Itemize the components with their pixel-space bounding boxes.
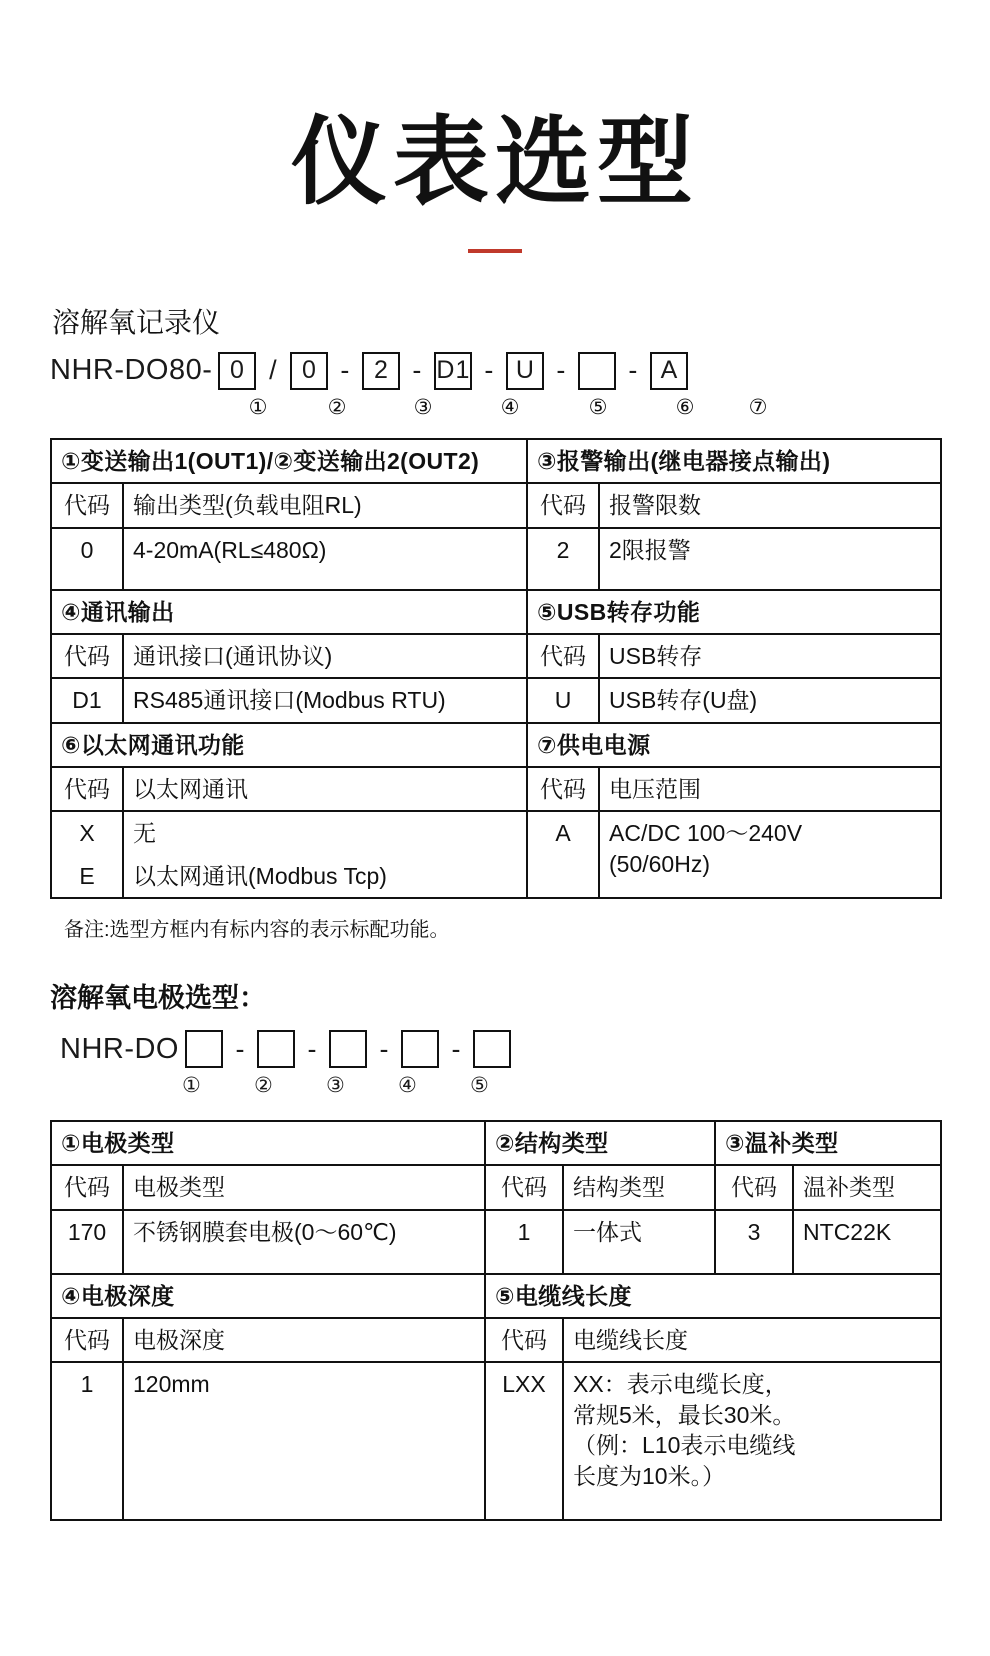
cell-code-label-4: 代码: [527, 634, 599, 678]
table-row: [51, 634, 941, 678]
electrode-code-line: [60, 1029, 940, 1069]
table-row: [51, 439, 941, 483]
index-mark-1: ①: [248, 395, 268, 419]
model-code-prefix: NHR-DO80-: [50, 354, 213, 387]
electrode-code-box-3[interactable]: [329, 1030, 367, 1068]
cell-code-label-e5: 代码: [485, 1318, 563, 1362]
cell-comm-value-d1: RS485通讯接口(Modbus RTU): [123, 678, 527, 722]
selection-note: 备注:选型方框内有标内容的表示标配功能。: [64, 919, 450, 942]
model-code-box-2[interactable]: 0: [290, 352, 328, 390]
model-code-line: [50, 351, 940, 391]
electrode-index-mark-4: ④: [398, 1074, 417, 1098]
cell-temp-comp-label: 温补类型: [793, 1165, 941, 1209]
cell-cable-code-lxx: LXX: [485, 1362, 563, 1520]
index-mark-6: ⑥: [675, 395, 695, 419]
cell-out-code-0: 0: [51, 528, 123, 590]
model-code-box-1[interactable]: 0: [218, 352, 256, 390]
electrode-code-index-row: [182, 1073, 940, 1098]
index-mark-2: ②: [327, 395, 347, 419]
cell-ethernet-code-x: X: [51, 811, 123, 854]
electrode-spec-table: [50, 1120, 942, 1521]
cell-ethernet-value-x: 无: [123, 811, 527, 854]
cell-usb-label: USB转存: [599, 634, 941, 678]
title-block: [0, 0, 990, 253]
model-code-sep-1: /: [269, 355, 278, 386]
page-title: 仪表选型: [291, 106, 699, 218]
cell-comm-code-d1: D1: [51, 678, 123, 722]
cell-power-code-a: A: [527, 811, 599, 898]
cell-code-label-6: 代码: [527, 767, 599, 811]
table-row: [51, 483, 941, 527]
table-row: [51, 723, 941, 767]
model-code-sep-5: -: [556, 355, 567, 386]
cell-temp-comp-header: ③温补类型: [715, 1121, 941, 1165]
cell-structure-code-1: 1: [485, 1210, 563, 1274]
cell-comm-header: ④通讯输出: [51, 590, 527, 634]
cell-code-label-5: 代码: [51, 767, 123, 811]
electrode-code-sep-1: -: [235, 1033, 245, 1064]
cell-code-label-1: 代码: [51, 483, 123, 527]
model-code-index-row: [222, 395, 940, 420]
cell-structure-type-header: ②结构类型: [485, 1121, 715, 1165]
cell-usb-code-u: U: [527, 678, 599, 722]
cell-code-label-2: 代码: [527, 483, 599, 527]
electrode-code-box-1[interactable]: [185, 1030, 223, 1068]
table-row: [51, 1318, 941, 1362]
cell-comm-label: 通讯接口(通讯协议): [123, 634, 527, 678]
table-row: [51, 767, 941, 811]
table-row: [51, 678, 941, 722]
cell-code-label-e1: 代码: [51, 1165, 123, 1209]
model-code-box-3[interactable]: 2: [362, 352, 400, 390]
cell-ethernet-header: ⑥以太网通讯功能: [51, 723, 527, 767]
cell-electrode-depth-label: 电极深度: [123, 1318, 485, 1362]
cell-cable-value-lxx: [563, 1362, 941, 1520]
electrode-code-box-2[interactable]: [257, 1030, 295, 1068]
electrode-section-heading: 溶解氧电极选型：: [50, 983, 266, 1014]
model-code-box-5[interactable]: U: [506, 352, 544, 390]
cell-structure-type-label: 结构类型: [563, 1165, 715, 1209]
table-row: [51, 528, 941, 590]
power-value-line-2: (50/60Hz): [609, 850, 710, 877]
model-code-box-7[interactable]: A: [650, 352, 688, 390]
table-row: [51, 1121, 941, 1165]
cell-depth-value-1: 120mm: [123, 1362, 485, 1520]
table-row: [51, 811, 941, 854]
electrode-code-sep-3: -: [379, 1033, 389, 1064]
cell-alarm-header: ③报警输出(继电器接点输出): [527, 439, 941, 483]
cell-cable-length-label: 电缆线长度: [563, 1318, 941, 1362]
cable-note-line-4: 长度为10米。）: [573, 1462, 726, 1489]
cell-code-label-e2: 代码: [485, 1165, 563, 1209]
cell-electrode-value-170: 不锈钢膜套电极(0～60℃): [123, 1210, 485, 1274]
cable-note-line-3: （例：L10表示电缆线: [573, 1432, 796, 1459]
instrument-spec-table: [50, 438, 942, 899]
model-code-box-6[interactable]: [578, 352, 616, 390]
cell-electrode-type-label: 电极类型: [123, 1165, 485, 1209]
index-mark-5: ⑤: [588, 395, 608, 419]
cell-code-label-3: 代码: [51, 634, 123, 678]
electrode-index-mark-5: ⑤: [470, 1074, 489, 1098]
model-code-sep-2: -: [340, 355, 351, 386]
cell-alarm-value-2: 2限报警: [599, 528, 941, 590]
electrode-index-mark-2: ②: [254, 1074, 273, 1098]
cell-depth-code-1: 1: [51, 1362, 123, 1520]
cell-temp-comp-value-3: NTC22K: [793, 1210, 941, 1274]
table-row: [51, 1362, 941, 1520]
cell-power-header: ⑦供电电源: [527, 723, 941, 767]
model-code-sep-6: -: [628, 355, 639, 386]
cell-ethernet-label: 以太网通讯: [123, 767, 527, 811]
cell-power-value-a: [599, 811, 941, 898]
electrode-code-sep-2: -: [307, 1033, 317, 1064]
cell-alarm-limit-label: 报警限数: [599, 483, 941, 527]
index-mark-7: ⑦: [748, 395, 768, 419]
cell-out-type-label: 输出类型(负载电阻RL): [123, 483, 527, 527]
electrode-code-prefix: NHR-DO: [60, 1032, 179, 1065]
table-row: [51, 1210, 941, 1274]
cell-out-header: ①变送输出1(OUT1)/②变送输出2(OUT2): [51, 439, 527, 483]
cell-electrode-code-170: 170: [51, 1210, 123, 1274]
table-row: [51, 1165, 941, 1209]
cell-usb-value-u: USB转存(U盘): [599, 678, 941, 722]
cell-ethernet-value-e: 以太网通讯(Modbus Tcp): [123, 855, 527, 898]
cell-cable-length-header: ⑤电缆线长度: [485, 1274, 941, 1318]
index-mark-4: ④: [500, 395, 520, 419]
cell-temp-comp-code-3: 3: [715, 1210, 793, 1274]
cell-electrode-depth-header: ④电极深度: [51, 1274, 485, 1318]
model-code-sep-3: -: [412, 355, 423, 386]
cell-usb-header: ⑤USB转存功能: [527, 590, 941, 634]
product-name: 溶解氧记录仪: [52, 306, 221, 338]
model-code-box-4[interactable]: D1: [434, 352, 472, 390]
table-row: [51, 590, 941, 634]
electrode-index-mark-3: ③: [326, 1074, 345, 1098]
cell-code-label-e3: 代码: [715, 1165, 793, 1209]
model-code-sep-4: -: [484, 355, 495, 386]
instrument-selection-section: [0, 253, 990, 942]
cell-code-label-e4: 代码: [51, 1318, 123, 1362]
electrode-selection-section: [0, 942, 990, 1565]
cell-structure-value-1: 一体式: [563, 1210, 715, 1274]
cell-electrode-type-header: ①电极类型: [51, 1121, 485, 1165]
index-mark-3: ③: [413, 395, 433, 419]
power-value-line-1: AC/DC 100～240V: [609, 820, 803, 847]
electrode-index-mark-1: ①: [182, 1074, 201, 1098]
electrode-code-box-4[interactable]: [401, 1030, 439, 1068]
cell-power-label: 电压范围: [599, 767, 941, 811]
cell-alarm-code-2: 2: [527, 528, 599, 590]
cell-ethernet-code-e: E: [51, 855, 123, 898]
table-row: [51, 1274, 941, 1318]
electrode-code-sep-4: -: [451, 1033, 461, 1064]
cable-note-line-2: 常规5米，最长30米。: [573, 1401, 796, 1428]
bottom-spacer: [50, 1521, 940, 1565]
cable-note-line-1: XX：表示电缆长度，: [573, 1371, 788, 1398]
cell-out-value-0: 4-20mA(RL≤480Ω): [123, 528, 527, 590]
electrode-code-box-5[interactable]: [473, 1030, 511, 1068]
